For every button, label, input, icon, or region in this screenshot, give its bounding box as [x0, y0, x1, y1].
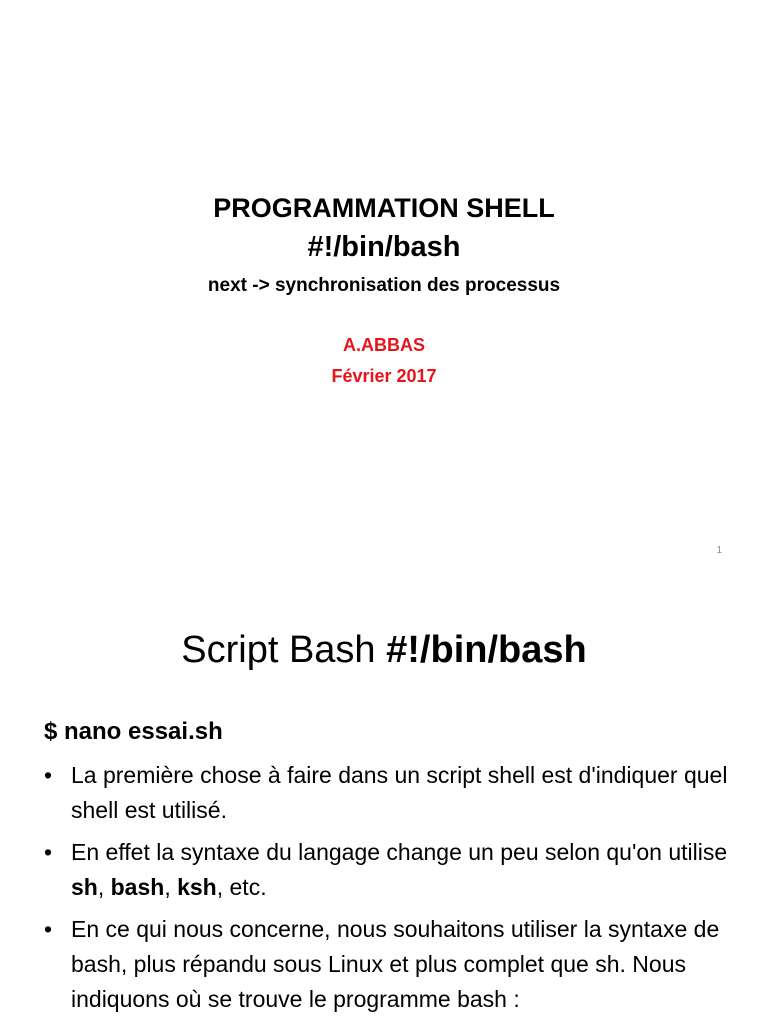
bullet-text-separator: , — [97, 874, 111, 900]
slide-number: 1 — [716, 545, 722, 556]
bullet-text: En ce qui nous concerne, nous souhaitons utiliser la syntaxe de bash, plus répandu sous Linux et plus complet que sh. Nous indiquons où se trouve le programme bash : — [71, 916, 720, 1012]
content-slide — [0, 576, 768, 1024]
bullet-text-part: , etc. — [216, 874, 267, 900]
shell-name-sh: sh — [71, 874, 98, 900]
bullet-list — [44, 758, 734, 1024]
presentation-date: Février 2017 — [331, 366, 437, 386]
slide-title-regular: Script Bash — [181, 629, 387, 671]
slide-title — [0, 626, 768, 674]
author-name: A.ABBAS — [342, 335, 425, 355]
bullet-icon: • — [44, 762, 53, 788]
presentation-subtitle: #!/bin/bash — [307, 231, 461, 263]
list-item — [44, 835, 734, 905]
shell-name-bash: bash — [110, 874, 165, 900]
bullet-text-part: En effet la syntaxe du langage change un peu selon qu'on utilise — [71, 839, 728, 865]
slide-title-bold: #!/bin/bash — [386, 629, 587, 671]
shell-name-ksh: ksh — [177, 874, 217, 900]
list-item — [44, 912, 734, 1017]
presentation-title: PROGRAMMATION SHELL — [213, 193, 555, 223]
bullet-text-separator: , — [164, 874, 178, 900]
bullet-text — [71, 839, 727, 900]
bullet-icon: • — [44, 916, 53, 942]
bullet-icon: • — [44, 839, 53, 865]
next-topic-line: next -> synchronisation des processus — [207, 275, 561, 296]
bullet-text: La première chose à faire dans un script shell est d'indiquer quel shell est utilisé. — [71, 762, 728, 823]
command-line: $ nano essai.sh — [44, 718, 223, 745]
list-item — [44, 758, 734, 828]
